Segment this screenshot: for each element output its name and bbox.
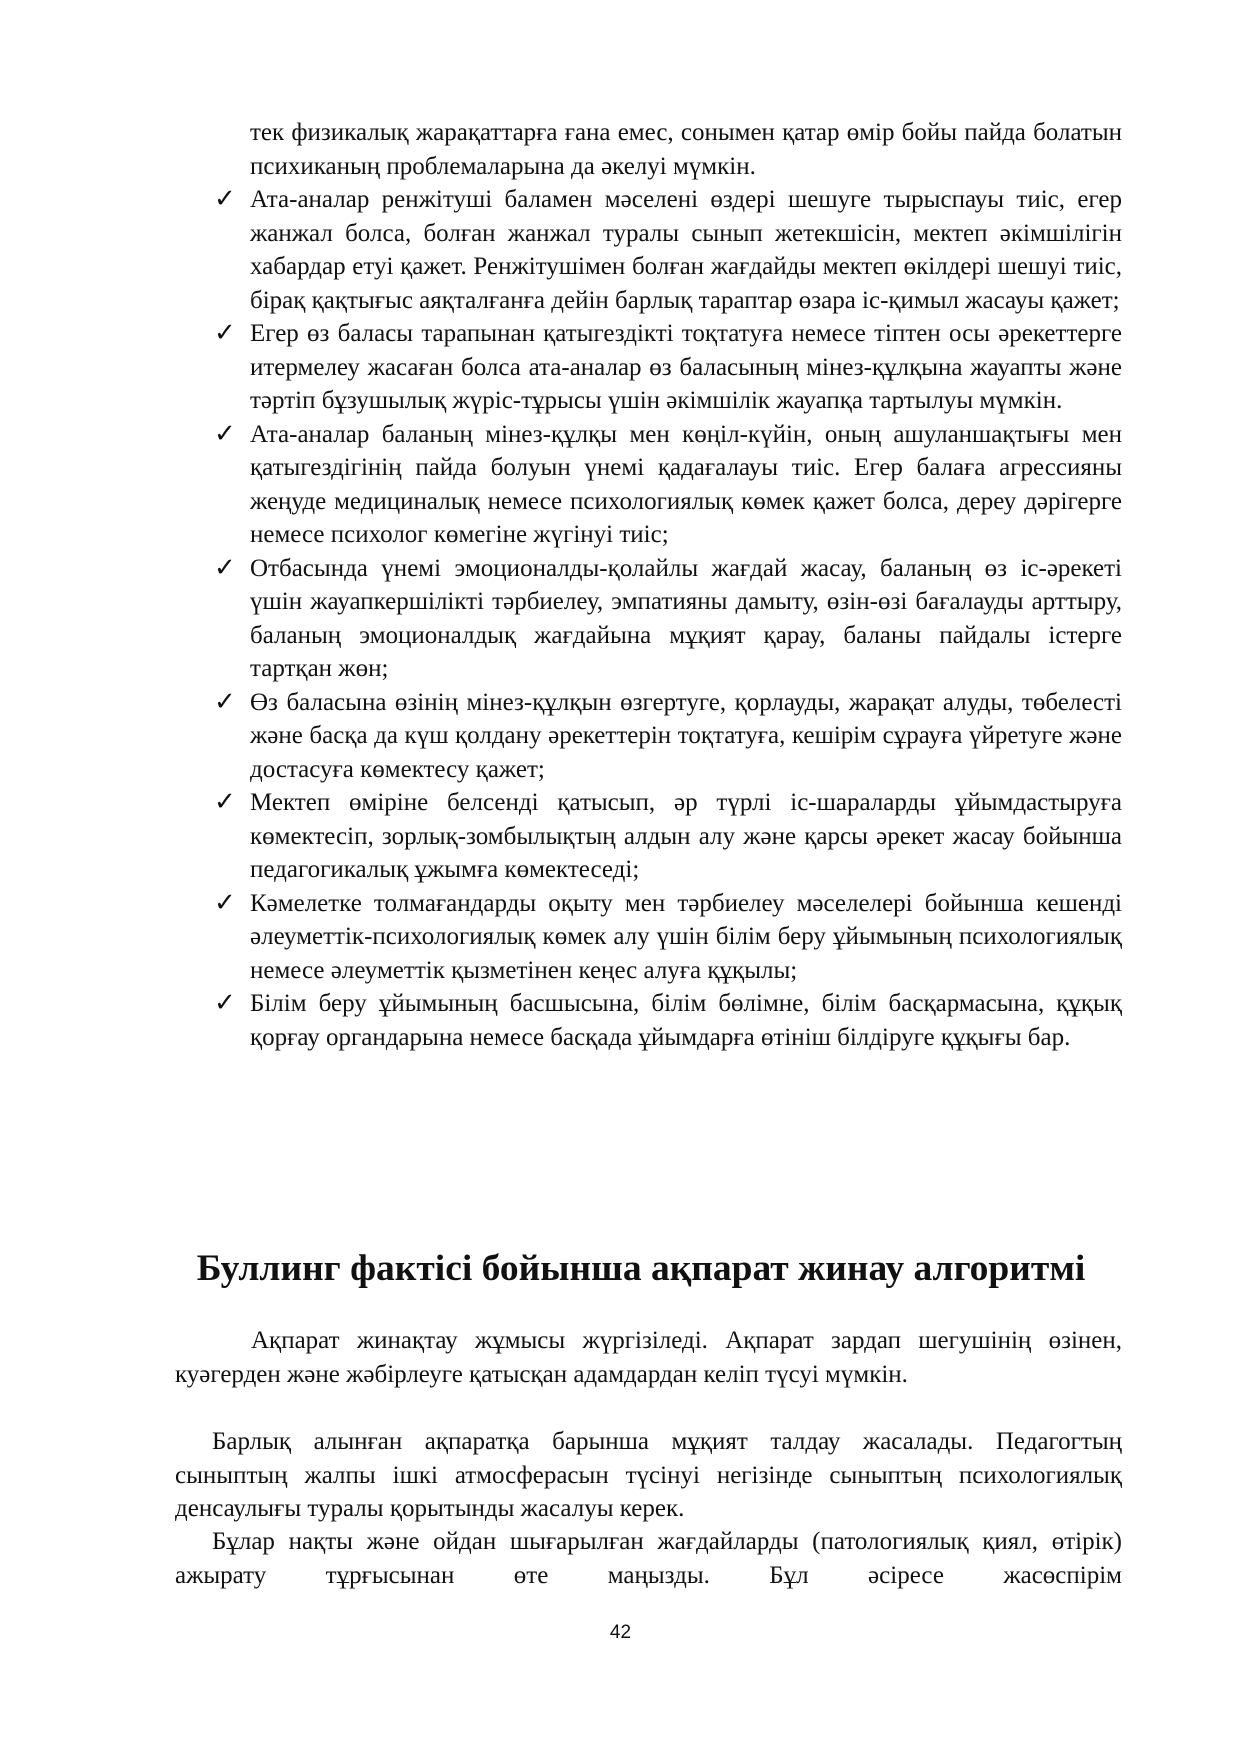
list-item-text: Отбасында үнемі эмоционалды-қолайлы жағдай жасау, баланың өз іс-әрекеті үшін жауапкершілікті тәрбиелеу, эмпатияны дамыту, өзін-өзі бағалауды арттыру, баланың эмоционалдық жағдайына мұқият қарау, баланы пайдалы істерге тартқан жөн; xyxy=(250,554,1122,682)
parent-recommendations-list xyxy=(214,183,1122,1054)
list-item-text: Ата-аналар баланың мінез-құлқы мен көңіл-күйін, оның ашуланшақтығы мен қатыгездігінің пайда болуын үнемі қадағалауы тиіс. Егер балаға агрессияны жеңуде медициналық немесе психологиялық көмек қажет болса, дереу дәрігерге немесе психолог көмегіне жүгінуі тиіс; xyxy=(250,420,1122,548)
check-mark-icon: ✓ xyxy=(214,988,236,1018)
check-mark-icon: ✓ xyxy=(214,318,236,348)
body-paragraph: Барлық алынған ақпаратқа барынша мұқият талдау жасалады. Педагогтың сыныптың жалпы ішкі атмосферасын түсінуі негізінде сыныптың психологиялық денсаулығы туралы қорытынды жасалуы керек. xyxy=(175,1428,1122,1522)
list-item xyxy=(214,183,1122,317)
list-item xyxy=(214,317,1122,418)
list-item xyxy=(214,987,1122,1054)
body-paragraph: Бұлар нақты және ойдан шығарылған жағдайларды (патологиялық қиял, өтірік) ажырату тұрғысынан өте маңызды. Бұл әсіресе жасөспірім xyxy=(175,1528,1122,1589)
list-item xyxy=(214,887,1122,988)
section-heading: Буллинг фактісі бойынша ақпарат жинау алгоритмі xyxy=(196,1248,1086,1289)
list-item-text: Ата-аналар ренжітуші баламен мәселені өздері шешуге тырыспауы тиіс, егер жанжал болса, болған жанжал туралы сынып жетекшісін, мектеп әкімшілігін хабардар етуі қажет. Ренжітушімен болған жағдайды мектеп өкілдері шешуі тиіс, бірақ қақтығыс аяқталғанға дейін барлық тараптар өзара іс-қимыл жасауы қажет; xyxy=(250,186,1122,314)
list-item-text: Егер өз баласы тарапынан қатыгездікті тоқтатуға немесе тіптен осы әрекеттерге итермелеу жасаған болса ата-аналар өз баласының мінез-құлқына жауапты және тәртіп бұзушылық жүріс-тұрысы үшін әкімшілік жауапқа тартылуы мүмкін. xyxy=(250,320,1122,414)
list-item-text: Білім беру ұйымының басшысына, білім бөлімне, білім басқармасына, құқық қорғау органдарына немесе басқада ұйымдарға өтініш білдіруге құқығы бар. xyxy=(250,990,1122,1051)
list-item xyxy=(214,418,1122,552)
check-mark-icon: ✓ xyxy=(214,552,236,583)
list-item-text: Мектеп өміріне белсенді қатысып, әр түрлі іс-шараларды ұйымдастыруға көмектесіп, зорлық-зомбылықтың алдын алу және қарсы әрекет жасау бойынша педагогикалық ұжымға көмектеседі; xyxy=(250,789,1122,883)
check-mark-icon: ✓ xyxy=(214,686,236,717)
list-item xyxy=(214,552,1122,686)
list-item-text: Кәмелетке толмағандарды оқыту мен тәрбиелеу мәселелері бойынша кешенді әлеуметтік-психологиялық көмек алу үшін білім беру ұйымының психологиялық немесе әлеуметтік қызметінен кеңес алуға құқылы; xyxy=(250,889,1122,984)
list-item xyxy=(214,686,1122,787)
list-item-text: Өз баласына өзінің мінез-құлқын өзгертуге, қорлауды, жарақат алуды, төбелесті және басқа да күш қолдану әрекеттерін тоқтатуға, кешірім сұрауға үйретуге және достасуға көмектесу қажет; xyxy=(250,688,1122,783)
body-paragraph: Ақпарат жинақтау жұмысы жүргізіледі. Ақпарат зардап шегушінің өзінен, куәгерден және жәбірлеуге қатысқан адамдардан келіп түсуі мүмкін. xyxy=(175,1327,1122,1388)
check-mark-icon: ✓ xyxy=(214,184,236,214)
check-mark-icon: ✓ xyxy=(214,887,236,918)
check-mark-icon: ✓ xyxy=(214,418,236,449)
continuation-text: тек физикалық жарақаттарға ғана емес, сонымен қатар өмір бойы пайда болатын психиканың проблемаларына да әкелуі мүмкін. xyxy=(250,119,1122,180)
check-mark-icon: ✓ xyxy=(214,787,236,817)
list-item xyxy=(214,786,1122,887)
page-number: 42 xyxy=(609,1622,632,1643)
